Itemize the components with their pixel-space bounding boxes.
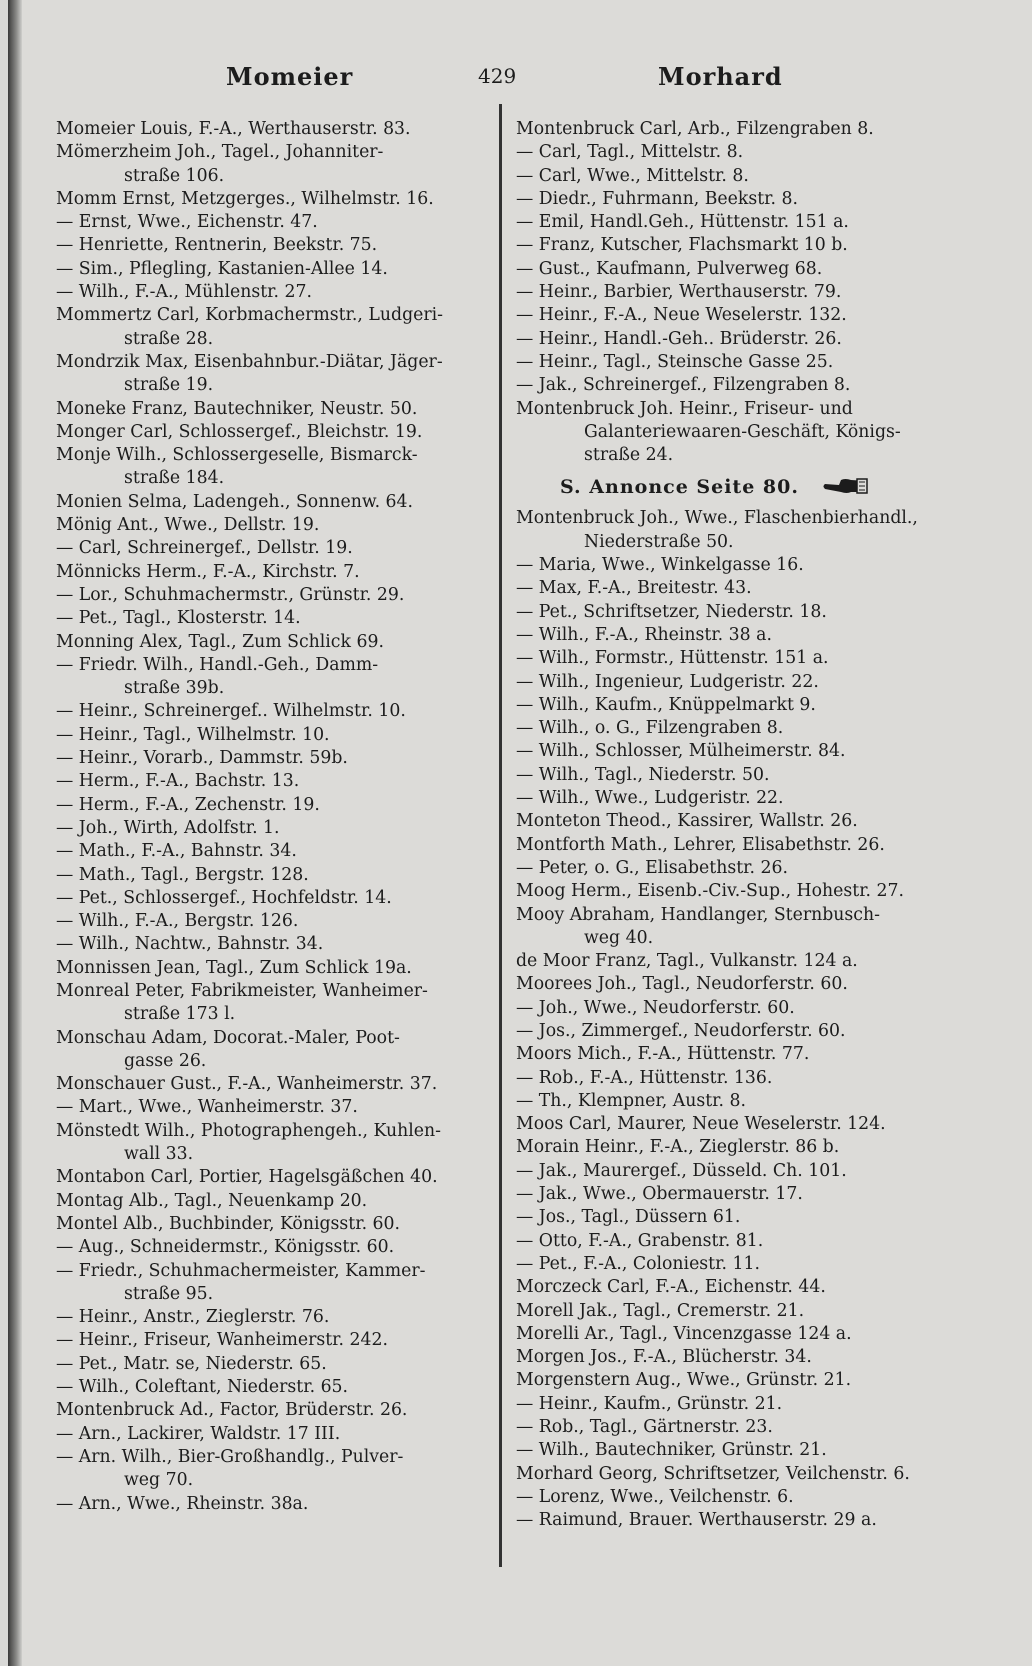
entry-text: — Jos., Tagl., Düssern 61.: [516, 1207, 741, 1228]
entry-text: — Wilh., Nachtw., Bahnstr. 34.: [56, 934, 324, 955]
directory-entry: [56, 840, 511, 863]
entry-text: — Wilh., F.-A., Bergstr. 126.: [56, 911, 299, 932]
directory-entry: [516, 1113, 974, 1136]
entry-text: — Arn. Wilh., Bier-Großhandlg., Pulver-: [56, 1446, 404, 1467]
entry-text: — Raimund, Brauer. Werthauserstr. 29 a.: [516, 1510, 877, 1531]
directory-entry: [516, 1509, 974, 1532]
entry-text: — Wilh., Wwe., Ludgeristr. 22.: [516, 788, 784, 809]
entry-text: Moorees Joh., Tagl., Neudorferstr. 60.: [516, 974, 848, 995]
directory-entry: [56, 1329, 511, 1352]
page-header: [8, 62, 1032, 102]
directory-entry: [516, 141, 974, 164]
directory-entry: [56, 1353, 511, 1376]
directory-entry: [56, 537, 511, 560]
entry-text: — Joh., Wwe., Neudorferstr. 60.: [516, 997, 795, 1018]
directory-entry: [56, 584, 511, 607]
entry-text: Momm Ernst, Metzgerges., Wilhelmstr. 16.: [56, 188, 434, 209]
directory-entry: [56, 188, 511, 211]
header-left-word: Momeier: [226, 62, 354, 91]
pointing-hand-icon: [821, 477, 869, 495]
entry-continuation: weg 40.: [584, 927, 654, 948]
entry-continuation: weg 70.: [124, 1470, 194, 1491]
directory-entry: [516, 281, 974, 304]
directory-entry: [516, 1160, 974, 1183]
directory-page: [8, 0, 1032, 1666]
entry-text: — Rob., Tagl., Gärtnerstr. 23.: [516, 1417, 773, 1438]
right-column-bottom: [516, 507, 974, 1532]
entry-text: — Wilh., o. G., Filzengraben 8.: [516, 718, 784, 739]
entry-text: — Heinr., Schreinergef.. Wilhelmstr. 10.: [56, 701, 406, 722]
directory-entry: [516, 740, 974, 763]
entry-text: — Gust., Kaufmann, Pulverweg 68.: [516, 258, 823, 279]
entry-text: — Friedr. Wilh., Handl.-Geh., Damm-: [56, 654, 379, 675]
entry-text: — Pet., Matr. se, Niederstr. 65.: [56, 1353, 327, 1374]
directory-entry: [516, 997, 974, 1020]
directory-entry: [56, 514, 511, 537]
directory-entry: [516, 624, 974, 647]
entry-text: — Herm., F.-A., Zechenstr. 19.: [56, 794, 320, 815]
entry-text: — Rob., F.-A., Hüttenstr. 136.: [516, 1067, 773, 1088]
directory-entry: [516, 1067, 974, 1090]
entry-text: — Heinr., Handl.-Geh.. Brüderstr. 26.: [516, 328, 842, 349]
directory-entry: [516, 671, 974, 694]
directory-entry: [56, 747, 511, 770]
directory-entry: [56, 1096, 511, 1119]
directory-entry: [516, 1090, 974, 1113]
directory-entry: [516, 904, 974, 951]
directory-entry: [56, 607, 511, 630]
directory-entry: [516, 211, 974, 234]
entry-text: — Carl, Wwe., Mittelstr. 8.: [516, 165, 749, 186]
directory-entry: [516, 328, 974, 351]
entry-text: — Pet., Schlossergef., Hochfeldstr. 14.: [56, 887, 392, 908]
directory-entry: [56, 910, 511, 933]
directory-entry: [56, 304, 511, 351]
entry-text: Morelli Ar., Tagl., Vincenzgasse 124 a.: [516, 1323, 852, 1344]
entry-text: Montforth Math., Lehrer, Elisabethstr. 26.: [516, 834, 885, 855]
entry-text: — Lor., Schuhmachermstr., Grünstr. 29.: [56, 584, 405, 605]
directory-entry: [56, 654, 511, 701]
entry-text: — Arn., Wwe., Rheinstr. 38a.: [56, 1493, 309, 1514]
directory-entry: [516, 880, 974, 903]
directory-entry: [56, 561, 511, 584]
directory-entry: [56, 980, 511, 1027]
entry-text: Monning Alex, Tagl., Zum Schlick 69.: [56, 631, 384, 652]
directory-entry: [56, 491, 511, 514]
header-right-word: Morhard: [658, 62, 783, 91]
directory-entry: [56, 351, 511, 398]
directory-entry: [56, 770, 511, 793]
entry-continuation: straße 106.: [124, 165, 225, 186]
directory-entry: [516, 1416, 974, 1439]
directory-entry: [516, 834, 974, 857]
directory-entry: [56, 1260, 511, 1307]
entry-text: Monreal Peter, Fabrikmeister, Wanheimer-: [56, 980, 428, 1001]
entry-text: — Otto, F.-A., Grabenstr. 81.: [516, 1230, 764, 1251]
entry-text: Moors Mich., F.-A., Hüttenstr. 77.: [516, 1044, 810, 1065]
directory-entry: [516, 188, 974, 211]
book-spine-edge: [8, 0, 22, 1666]
entry-text: Montabon Carl, Portier, Hagelsgäßchen 40.: [56, 1167, 438, 1188]
entry-text: Mondrzik Max, Eisenbahnbur.-Diätar, Jäger-: [56, 351, 443, 372]
directory-entry: [56, 1493, 511, 1516]
entry-text: — Franz, Kutscher, Flachsmarkt 10 b.: [516, 235, 848, 256]
entry-text: Montenbruck Ad., Factor, Brüderstr. 26.: [56, 1400, 408, 1421]
entry-text: Morhard Georg, Schriftsetzer, Veilchenstr. 6.: [516, 1463, 910, 1484]
entry-text: — Pet., F.-A., Coloniestr. 11.: [516, 1253, 760, 1274]
entry-text: Moog Herm., Eisenb.-Civ.-Sup., Hohestr. 27.: [516, 881, 905, 902]
directory-entry: [56, 1399, 511, 1422]
entry-text: — Th., Klempner, Austr. 8.: [516, 1090, 746, 1111]
directory-entry: [56, 1236, 511, 1259]
entry-text: — Heinr., Kaufm., Grünstr. 21.: [516, 1393, 783, 1414]
entry-text: Monger Carl, Schlossergef., Bleichstr. 19.: [56, 421, 423, 442]
entry-text: Mönig Ant., Wwe., Dellstr. 19.: [56, 515, 320, 536]
page-number: 429: [478, 64, 517, 88]
entry-text: — Heinr., Barbier, Werthauserstr. 79.: [516, 282, 842, 303]
directory-entry: [516, 1136, 974, 1159]
directory-entry: [516, 810, 974, 833]
directory-entry: [56, 1073, 511, 1096]
directory-entry: [516, 1230, 974, 1253]
entry-text: — Heinr., Friseur, Wanheimerstr. 242.: [56, 1330, 389, 1351]
entry-continuation: straße 19.: [124, 375, 214, 396]
entry-text: Mönstedt Wilh., Photographengeh., Kuhlen-: [56, 1120, 441, 1141]
entry-text: — Heinr., Tagl., Steinsche Gasse 25.: [516, 351, 834, 372]
entry-text: Mönnicks Herm., F.-A., Kirchstr. 7.: [56, 561, 360, 582]
annonce-notice: [516, 469, 974, 505]
directory-entry: [56, 1120, 511, 1167]
directory-entry: [56, 817, 511, 840]
directory-entry: [56, 1213, 511, 1236]
directory-entry: [56, 724, 511, 747]
column-divider: [499, 104, 502, 1567]
directory-entry: [516, 973, 974, 996]
entry-text: Montag Alb., Tagl., Neuenkamp 20.: [56, 1190, 368, 1211]
entry-text: — Wilh., F.-A., Rheinstr. 38 a.: [516, 624, 772, 645]
directory-entry: [56, 1306, 511, 1329]
directory-entry: [516, 1346, 974, 1369]
directory-entry: [516, 554, 974, 577]
entry-text: Momeier Louis, F.-A., Werthauserstr. 83.: [56, 119, 411, 139]
entry-text: — Heinr., F.-A., Neue Weselerstr. 132.: [516, 305, 847, 326]
right-column-top: [516, 118, 974, 467]
directory-entry: [56, 421, 511, 444]
directory-entry: [516, 1206, 974, 1229]
directory-entry: [56, 1423, 511, 1446]
entry-continuation: straße 39b.: [124, 678, 225, 699]
entry-text: Moneke Franz, Bautechniker, Neustr. 50.: [56, 398, 418, 419]
directory-entry: [516, 234, 974, 257]
entry-text: — Wilh., Formstr., Hüttenstr. 151 a.: [516, 648, 829, 669]
entry-text: — Maria, Wwe., Winkelgasse 16.: [516, 555, 804, 576]
directory-entry: [516, 1276, 974, 1299]
directory-entry: [516, 647, 974, 670]
entry-text: — Arn., Lackirer, Waldstr. 17 III.: [56, 1423, 341, 1444]
directory-entry: [56, 211, 511, 234]
entry-text: Monje Wilh., Schlossergeselle, Bismarck-: [56, 445, 418, 466]
left-column: [56, 118, 511, 1516]
directory-entry: [56, 864, 511, 887]
entry-text: — Pet., Schriftsetzer, Niederstr. 18.: [516, 601, 827, 622]
entry-text: Montenbruck Carl, Arb., Filzengraben 8.: [516, 119, 874, 139]
entry-text: Monnissen Jean, Tagl., Zum Schlick 19a.: [56, 957, 412, 978]
entry-text: Morell Jak., Tagl., Cremerstr. 21.: [516, 1300, 805, 1321]
entry-text: — Heinr., Tagl., Wilhelmstr. 10.: [56, 724, 330, 745]
entry-text: Morain Heinr., F.-A., Zieglerstr. 86 b.: [516, 1137, 840, 1158]
entry-text: — Peter, o. G., Elisabethstr. 26.: [516, 857, 788, 878]
directory-entry: [56, 444, 511, 491]
entry-text: — Heinr., Vorarb., Dammstr. 59b.: [56, 748, 348, 769]
entry-text: Mommertz Carl, Korbmachermstr., Ludgeri-: [56, 305, 443, 326]
entry-text: Monschauer Gust., F.-A., Wanheimerstr. 37.: [56, 1074, 438, 1095]
entry-text: de Moor Franz, Tagl., Vulkanstr. 124 a.: [516, 951, 858, 972]
entry-text: — Wilh., Coleftant, Niederstr. 65.: [56, 1377, 349, 1398]
directory-entry: [56, 258, 511, 281]
directory-entry: [516, 374, 974, 397]
entry-text: Morczeck Carl, F.-A., Eichenstr. 44.: [516, 1277, 826, 1298]
directory-entry: [516, 1463, 974, 1486]
entry-continuation: Niederstraße 50.: [584, 531, 734, 552]
directory-entry: [56, 1446, 511, 1493]
directory-entry: [516, 304, 974, 327]
entry-text: — Joh., Wirth, Adolfstr. 1.: [56, 817, 280, 838]
directory-entry: [516, 1393, 974, 1416]
directory-entry: [516, 694, 974, 717]
entry-continuation: straße 28.: [124, 328, 214, 349]
entry-text: — Friedr., Schuhmachermeister, Kammer-: [56, 1260, 426, 1281]
entry-text: — Carl, Schreinergef., Dellstr. 19.: [56, 538, 353, 559]
entry-text: — Pet., Tagl., Klosterstr. 14.: [56, 608, 301, 629]
directory-entry: [516, 764, 974, 787]
directory-entry: [516, 351, 974, 374]
entry-continuation: straße 173 l.: [124, 1004, 236, 1025]
directory-entry: [516, 1253, 974, 1276]
entry-text: — Emil, Handl.Geh., Hüttenstr. 151 a.: [516, 212, 849, 233]
entry-text: — Jos., Zimmergef., Neudorferstr. 60.: [516, 1020, 846, 1041]
directory-entry: [516, 165, 974, 188]
entry-text: — Diedr., Fuhrmann, Beekstr. 8.: [516, 188, 799, 209]
entry-text: — Wilh., Ingenieur, Ludgeristr. 22.: [516, 671, 819, 692]
directory-entry: [56, 1166, 511, 1189]
annonce-text: S. Annonce Seite 80.: [560, 476, 799, 499]
entry-text: — Aug., Schneidermstr., Königsstr. 60.: [56, 1237, 395, 1258]
entry-text: Monteton Theod., Kassirer, Wallstr. 26.: [516, 811, 858, 832]
directory-entry: [56, 281, 511, 304]
directory-entry: [56, 234, 511, 257]
entry-text: Monschau Adam, Docorat.-Maler, Poot-: [56, 1027, 400, 1048]
directory-entry: [516, 1323, 974, 1346]
directory-entry: [516, 258, 974, 281]
entry-text: — Henriette, Rentnerin, Beekstr. 75.: [56, 235, 378, 256]
entry-text: Montel Alb., Buchbinder, Königsstr. 60.: [56, 1213, 401, 1234]
directory-entry: [516, 1020, 974, 1043]
directory-entry: [516, 577, 974, 600]
entry-text: Montenbruck Joh., Wwe., Flaschenbierhandl.,: [516, 508, 918, 529]
entry-text: — Herm., F.-A., Bachstr. 13.: [56, 771, 300, 792]
directory-entry: [516, 1183, 974, 1206]
directory-entry: [516, 1439, 974, 1462]
entry-continuation: straße 24.: [584, 445, 674, 466]
directory-entry: [516, 1486, 974, 1509]
directory-entry: [516, 1369, 974, 1392]
right-column: [516, 118, 974, 1533]
directory-entry: [516, 857, 974, 880]
directory-entry: [516, 601, 974, 624]
entry-text: — Math., Tagl., Bergstr. 128.: [56, 864, 309, 885]
directory-entry: [56, 887, 511, 910]
entry-continuation: gasse 26.: [124, 1050, 207, 1071]
entry-text: Morgen Jos., F.-A., Blücherstr. 34.: [516, 1347, 812, 1368]
directory-entry: [56, 398, 511, 421]
entry-text: — Wilh., Bautechniker, Grünstr. 21.: [516, 1440, 827, 1461]
entry-text: — Wilh., Tagl., Niederstr. 50.: [516, 764, 770, 785]
entry-text: — Wilh., Kaufm., Knüppelmarkt 9.: [516, 694, 816, 715]
directory-entry: [56, 933, 511, 956]
directory-entry: [516, 1300, 974, 1323]
entry-text: Montenbruck Joh. Heinr., Friseur- und: [516, 398, 853, 419]
entry-continuation: straße 95.: [124, 1283, 214, 1304]
entry-text: — Sim., Pflegling, Kastanien-Allee 14.: [56, 258, 388, 279]
entry-text: Mömerzheim Joh., Tagel., Johanniter-: [56, 142, 384, 163]
entry-continuation: straße 184.: [124, 468, 225, 489]
directory-entry: [516, 717, 974, 740]
directory-entry: [56, 700, 511, 723]
entry-text: — Mart., Wwe., Wanheimerstr. 37.: [56, 1097, 358, 1118]
entry-text: — Jak., Schreinergef., Filzengraben 8.: [516, 375, 851, 396]
directory-entry: [516, 1043, 974, 1066]
directory-entry: [516, 398, 974, 468]
directory-entry: [56, 957, 511, 980]
entry-text: — Carl, Tagl., Mittelstr. 8.: [516, 142, 744, 163]
entry-continuation: Galanteriewaaren-Geschäft, Königs-: [584, 421, 901, 442]
directory-entry: [56, 631, 511, 654]
entry-text: — Ernst, Wwe., Eichenstr. 47.: [56, 212, 318, 233]
directory-entry: [56, 1027, 511, 1074]
entry-text: — Heinr., Anstr., Zieglerstr. 76.: [56, 1307, 330, 1328]
directory-entry: [516, 507, 974, 554]
directory-entry: [516, 950, 974, 973]
entry-text: — Wilh., Schlosser, Mülheimerstr. 84.: [516, 741, 846, 762]
entry-text: — Lorenz, Wwe., Veilchenstr. 6.: [516, 1486, 794, 1507]
entry-continuation: wall 33.: [124, 1144, 194, 1165]
directory-entry: [516, 118, 974, 141]
entry-text: Monien Selma, Ladengeh., Sonnenw. 64.: [56, 491, 414, 512]
entry-text: — Max, F.-A., Breitestr. 43.: [516, 578, 752, 599]
entry-text: Morgenstern Aug., Wwe., Grünstr. 21.: [516, 1370, 852, 1391]
entry-text: — Math., F.-A., Bahnstr. 34.: [56, 841, 297, 862]
directory-entry: [56, 1376, 511, 1399]
directory-entry: [516, 787, 974, 810]
entry-text: — Jak., Maurergef., Düsseld. Ch. 101.: [516, 1160, 847, 1181]
entry-text: Moos Carl, Maurer, Neue Weselerstr. 124.: [516, 1114, 886, 1135]
entry-text: — Jak., Wwe., Obermauerstr. 17.: [516, 1184, 803, 1205]
entry-text: Mooy Abraham, Handlanger, Sternbusch-: [516, 904, 880, 925]
entry-text: — Wilh., F.-A., Mühlenstr. 27.: [56, 282, 312, 303]
directory-entry: [56, 1190, 511, 1213]
directory-entry: [56, 141, 511, 188]
directory-entry: [56, 118, 511, 141]
directory-entry: [56, 794, 511, 817]
